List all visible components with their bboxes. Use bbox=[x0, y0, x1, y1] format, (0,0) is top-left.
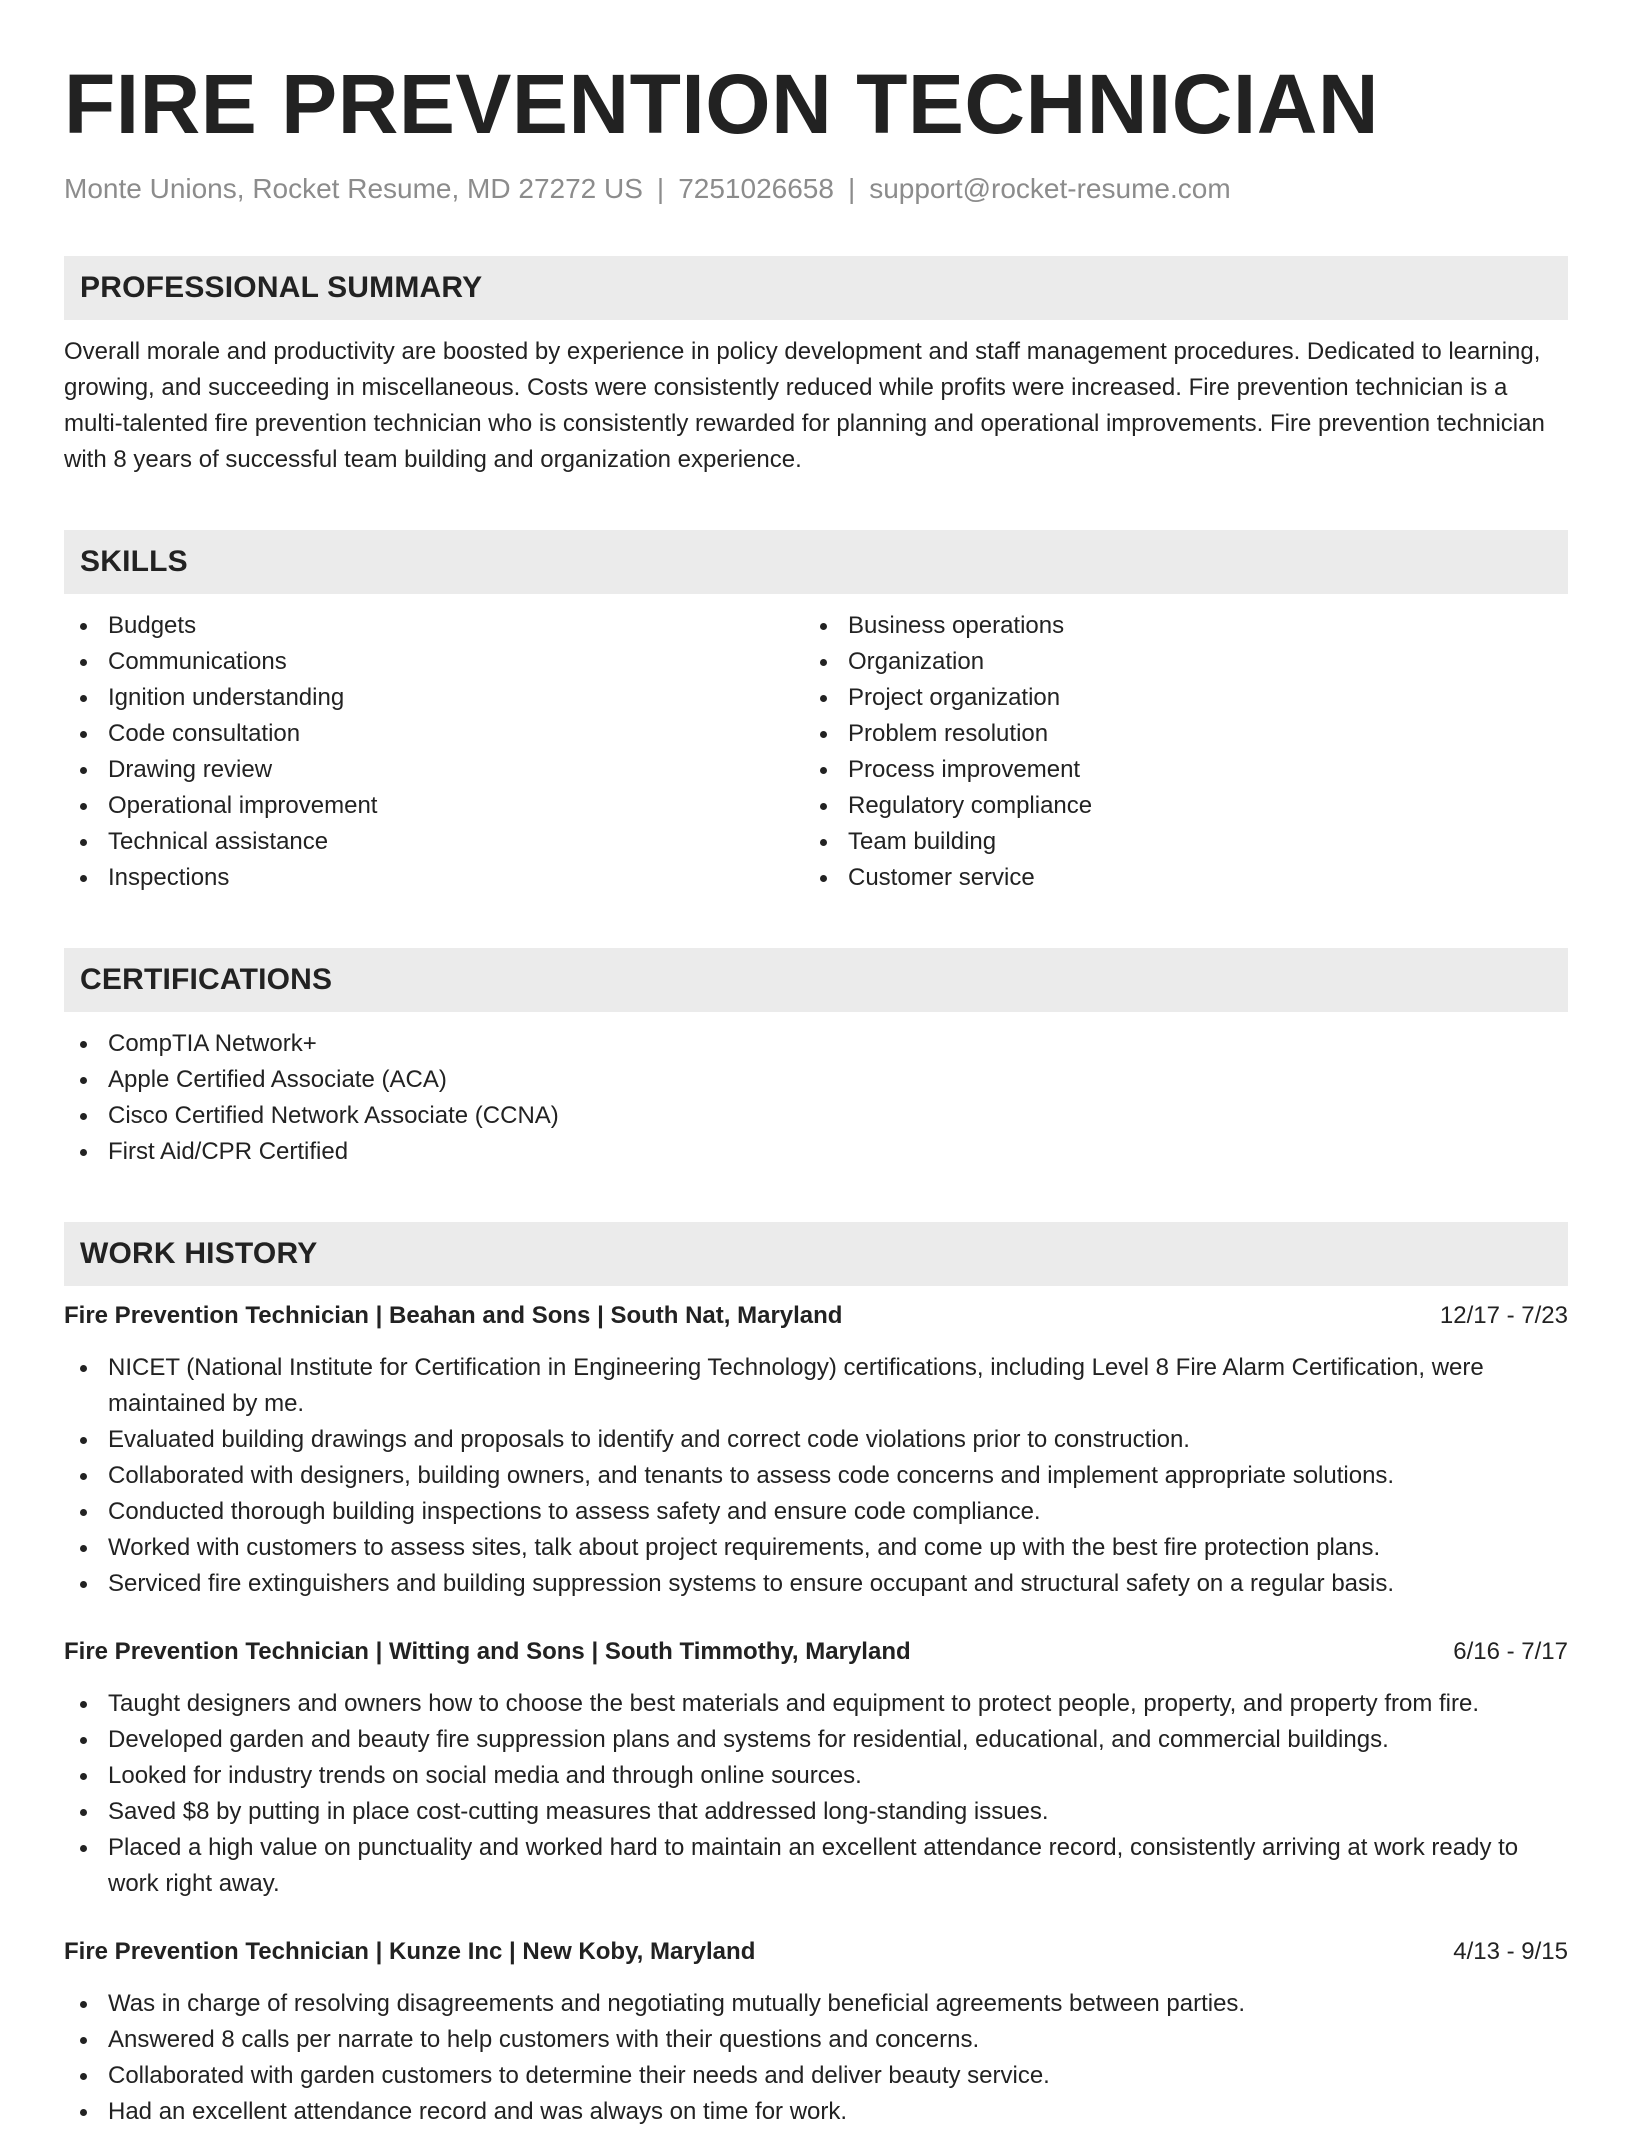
skill-item: Drawing review bbox=[64, 752, 804, 788]
job-bullets bbox=[64, 1350, 1568, 1602]
job-bullets bbox=[64, 1686, 1568, 1902]
contact-separator: | bbox=[847, 173, 856, 204]
job-bullet: Looked for industry trends on social media and through online sources. bbox=[64, 1758, 1568, 1794]
job-header bbox=[64, 1632, 1568, 1672]
certification-item: Cisco Certified Network Associate (CCNA) bbox=[64, 1098, 1568, 1134]
skill-item: Inspections bbox=[64, 860, 804, 896]
job-bullets bbox=[64, 1986, 1568, 2130]
contact-separator: | bbox=[656, 173, 665, 204]
skill-item: Budgets bbox=[64, 608, 804, 644]
job-bullet: Evaluated building drawings and proposals to identify and correct code violations prior to construction. bbox=[64, 1422, 1568, 1458]
certification-item: Apple Certified Associate (ACA) bbox=[64, 1062, 1568, 1098]
skill-item: Process improvement bbox=[804, 752, 1544, 788]
contact-phone: 7251026658 bbox=[678, 173, 834, 204]
job-bullet: Collaborated with garden customers to determine their needs and deliver beauty service. bbox=[64, 2058, 1568, 2094]
job-header bbox=[64, 1932, 1568, 1972]
contact-address: Monte Unions, Rocket Resume, MD 27272 US bbox=[64, 173, 643, 204]
skill-item: Business operations bbox=[804, 608, 1544, 644]
skill-item: Operational improvement bbox=[64, 788, 804, 824]
job-dates: 6/16 - 7/17 bbox=[1453, 1638, 1568, 1665]
work-history-heading: WORK HISTORY bbox=[64, 1222, 1568, 1286]
job-dates: 12/17 - 7/23 bbox=[1439, 1302, 1568, 1329]
skills-list bbox=[64, 608, 1568, 896]
job-entry bbox=[64, 1632, 1568, 1902]
job-bullet: Worked with customers to assess sites, talk about project requirements, and come up with the best fire protection plans. bbox=[64, 1530, 1568, 1566]
job-title: Fire Prevention Technician | Witting and Sons | South Timmothy, Maryland bbox=[64, 1638, 911, 1665]
job-entry bbox=[64, 1932, 1568, 2130]
job-header bbox=[64, 1296, 1568, 1336]
job-bullet: Had an excellent attendance record and was always on time for work. bbox=[64, 2094, 1568, 2130]
job-title: Fire Prevention Technician | Kunze Inc | New Koby, Maryland bbox=[64, 1938, 756, 1965]
skill-item: Problem resolution bbox=[804, 716, 1544, 752]
job-bullet: Developed garden and beauty fire suppression plans and systems for residential, educational, and commercial buildings. bbox=[64, 1722, 1568, 1758]
certifications-heading: CERTIFICATIONS bbox=[64, 948, 1568, 1012]
job-bullet: Conducted thorough building inspections to assess safety and ensure code compliance. bbox=[64, 1494, 1568, 1530]
skills-column-right bbox=[804, 608, 1544, 896]
job-bullet: Serviced fire extinguishers and building suppression systems to ensure occupant and structural safety on a regular basis. bbox=[64, 1566, 1568, 1602]
contact-line bbox=[64, 172, 1568, 206]
job-entry bbox=[64, 1296, 1568, 1602]
candidate-name: FIRE PREVENTION TECHNICIAN bbox=[64, 57, 1380, 151]
job-bullet: Taught designers and owners how to choose the best materials and equipment to protect people, property, and property from fire. bbox=[64, 1686, 1568, 1722]
skill-item: Code consultation bbox=[64, 716, 804, 752]
skill-item: Project organization bbox=[804, 680, 1544, 716]
skill-item: Communications bbox=[64, 644, 804, 680]
job-bullet: NICET (National Institute for Certification in Engineering Technology) certifications, including Level 8 Fire Alarm Certification, were maintained by me. bbox=[64, 1350, 1568, 1422]
job-bullet: Saved $8 by putting in place cost-cutting measures that addressed long-standing issues. bbox=[64, 1794, 1568, 1830]
skill-item: Organization bbox=[804, 644, 1544, 680]
certifications-list bbox=[64, 1026, 1568, 1170]
job-bullet: Collaborated with designers, building owners, and tenants to assess code concerns and implement appropriate solutions. bbox=[64, 1458, 1568, 1494]
summary-text: Overall morale and productivity are boosted by experience in policy development and staff management procedures. Dedicated to learning, growing, and succeeding in miscellaneous. Costs were consistently reduced while profits were increased. Fire prevention technician is a multi-talented fire prevention technician who is consistently rewarded for planning and operational improvements. Fire prevention technician with 8 years of successful team building and organization experience. bbox=[64, 338, 1545, 473]
summary-heading: PROFESSIONAL SUMMARY bbox=[64, 256, 1568, 320]
contact-email: support@rocket-resume.com bbox=[869, 173, 1231, 204]
skill-item: Regulatory compliance bbox=[804, 788, 1544, 824]
skill-item: Technical assistance bbox=[64, 824, 804, 860]
skills-heading: SKILLS bbox=[64, 530, 1568, 594]
job-title: Fire Prevention Technician | Beahan and Sons | South Nat, Maryland bbox=[64, 1302, 843, 1329]
skill-item: Team building bbox=[804, 824, 1544, 860]
job-dates: 4/13 - 9/15 bbox=[1453, 1938, 1568, 1965]
job-bullet: Placed a high value on punctuality and worked hard to maintain an excellent attendance record, consistently arriving at work ready to work right away. bbox=[64, 1830, 1568, 1902]
certification-item: CompTIA Network+ bbox=[64, 1026, 1568, 1062]
job-bullet: Answered 8 calls per narrate to help customers with their questions and concerns. bbox=[64, 2022, 1568, 2058]
skill-item: Ignition understanding bbox=[64, 680, 804, 716]
skill-item: Customer service bbox=[804, 860, 1544, 896]
job-bullet: Was in charge of resolving disagreements and negotiating mutually beneficial agreements between parties. bbox=[64, 1986, 1568, 2022]
certification-item: First Aid/CPR Certified bbox=[64, 1134, 1568, 1170]
skills-column-left bbox=[64, 608, 804, 896]
